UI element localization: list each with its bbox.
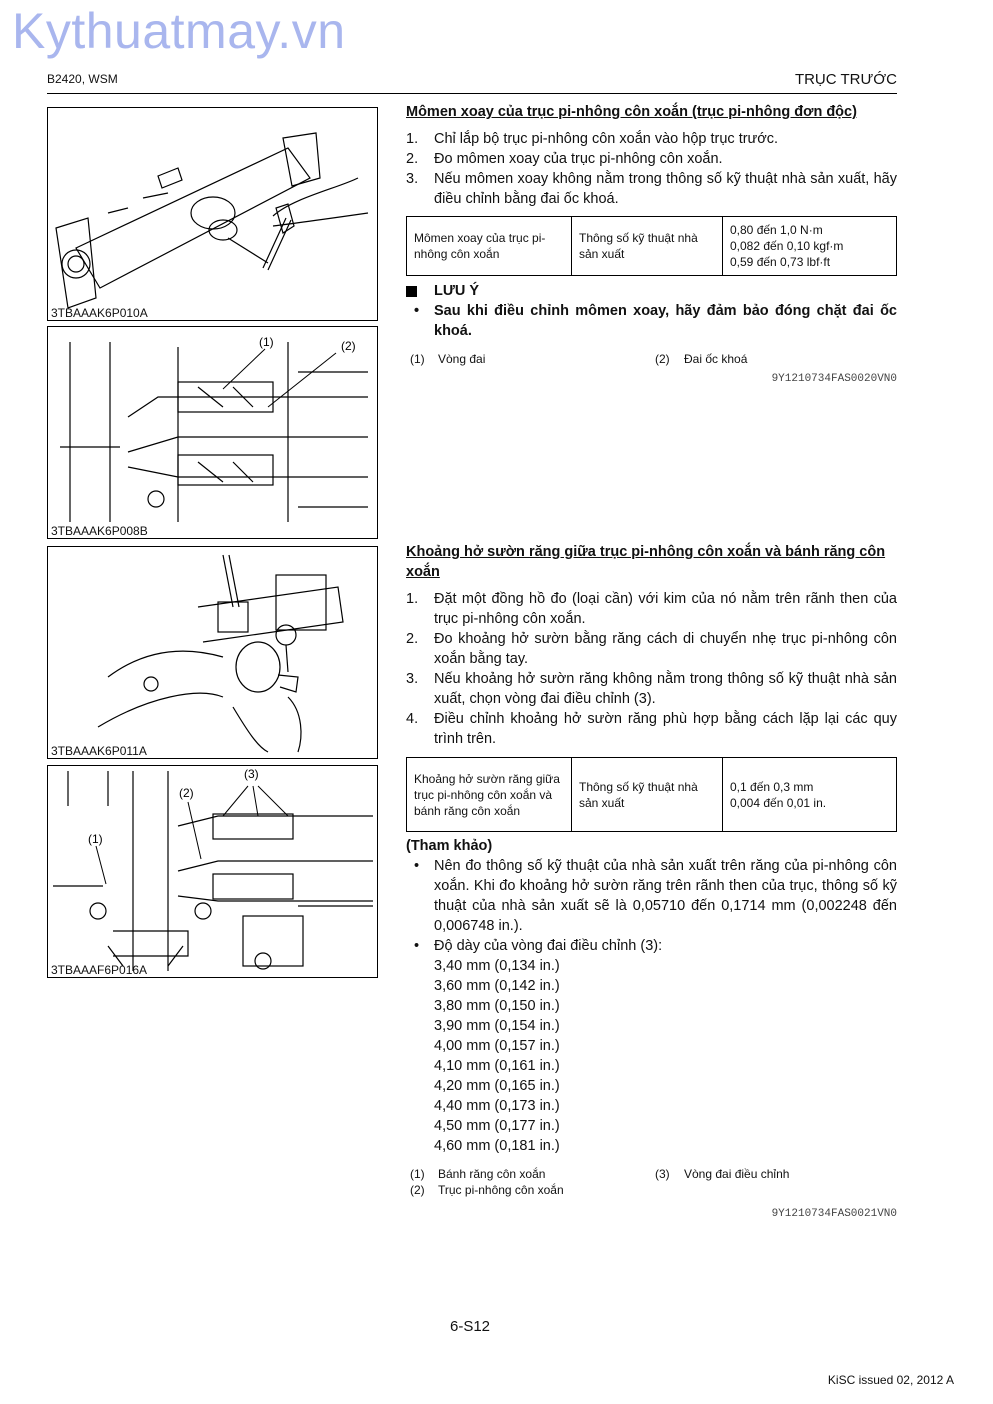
spec-table [406,216,897,276]
document-code: 9Y1210734FAS0021VN0 [771,1208,897,1220]
watermark: Kythuatmay.vn [12,3,346,59]
figure-dial-gauge [47,546,378,759]
figure-backlash-section [47,765,378,978]
thickness-item: 4,10 mm (0,161 in.) [434,1058,560,1074]
figure-4-label-3: (3) [244,767,259,781]
header-rule [47,93,897,94]
reference-bullet: • Độ dày của vòng đai điều chỉnh (3): [414,938,663,954]
reference-heading: (Tham khảo) [406,838,493,854]
thickness-item: 3,80 mm (0,150 in.) [434,998,560,1014]
thickness-item: 4,40 mm (0,173 in.) [434,1098,560,1114]
legend: (1) Bánh răng côn xoắn (2) Trục pi-nhông côn xoắn (3) Vòng đai điều chỉnh [410,1167,790,1197]
spec-type: Thông số kỹ thuật nhà sản xuất [572,758,723,832]
section-turning-torque [406,102,897,389]
figure-3-drawing [48,547,377,758]
note-heading: LƯU Ý [406,281,897,301]
step-item: 4. Điều chỉnh khoảng hở sườn răng phù hợp bằng cách lặp lại các quy trình trên. [406,711,897,747]
figure-pinion-assembly [47,326,378,539]
spec-item: Mômen xoay của trục pi-nhông côn xoắn [407,217,572,276]
spec-type: Thông số kỹ thuật nhà sản xuất [572,217,723,276]
header-section-title: TRỤC TRƯỚC [794,71,897,88]
section-backlash [406,542,897,1224]
figure-caption: 3TBAAAK6P011A [51,744,147,758]
step-item: 2. Đo khoảng hở sườn bằng răng cách di chuyển nhẹ trục pi-nhông côn xoắn bằng tay. [406,631,897,667]
thickness-item: 3,90 mm (0,154 in.) [434,1018,560,1034]
spec-table [406,757,897,832]
step-list [406,589,897,749]
step-item: 3. Nếu mômen xoay không nằm trong thông số kỹ thuật nhà sản xuất, hãy điều chỉnh bằng đai ốc khoá. [406,171,897,207]
legend: (1) Vòng đai (2) Đai ốc khoá [410,352,748,366]
step-list [406,129,897,209]
step-item: 1. Chỉ lắp bộ trục pi-nhông côn xoắn vào hộp trục trước. [406,131,779,147]
figure-1-drawing [48,108,377,320]
spec-values: 0,80 đến 1,0 N·m 0,082 đến 0,10 kgf·m 0,59 đến 0,73 lbf·ft [723,217,897,276]
figure-2-drawing [48,327,377,538]
figure-4-label-2: (2) [179,786,194,800]
section-title: Khoảng hở sườn răng giữa trục pi-nhông côn xoắn và bánh răng côn xoắn [406,544,886,580]
figure-caption: 3TBAAAK6P008B [51,524,148,538]
step-item: 2. Đo mômen xoay của trục pi-nhông côn xoắn. [406,151,723,167]
step-item: 1. Đặt một đồng hồ đo (loại cần) với kim của nó nằm trên rãnh then của trục pi-nhông côn xoắn. [406,591,897,627]
thickness-list [406,956,897,1156]
thickness-item: 3,40 mm (0,134 in.) [434,958,560,974]
figure-2-label-1: (1) [259,335,274,349]
section-title: Mômen xoay của trục pi-nhông côn xoắn (trục pi-nhông đơn độc) [406,104,857,120]
reference-bullet: • Nên đo thông số kỹ thuật của nhà sản xuất trên răng của pi-nhông côn xoắn. Khi đo khoảng hở sườn răng trên rãnh then của trục, thông số kỹ thuật của nhà sản xuất sẽ là 0,05710 đến 0,1714 mm (0,002248 đến 0,006748 in.). [414,858,897,934]
thickness-item: 4,20 mm (0,165 in.) [434,1078,560,1094]
spec-values: 0,1 đến 0,3 mm 0,004 đến 0,01 in. [723,758,897,832]
thickness-item: 4,60 mm (0,181 in.) [434,1138,560,1154]
figure-torque-measurement [47,107,378,321]
issue-info: KiSC issued 02, 2012 A [827,1373,954,1387]
header-model: B2420, WSM [47,72,118,86]
figure-caption: 3TBAAAF6P016A [51,963,148,977]
note-bullet: • Sau khi điều chỉnh mômen xoay, hãy đảm bảo đóng chặt đai ốc khoá. [414,303,897,339]
step-item: 3. Nếu khoảng hở sườn răng không nằm trong thông số kỹ thuật nhà sản xuất, chọn vòng đai điều chỉnh (3). [406,671,897,707]
page-number: 6-S12 [450,1318,491,1335]
spec-item: Khoảng hở sườn răng giữa trục pi-nhông côn xoắn và bánh răng côn xoắn [407,758,572,832]
thickness-item: 4,00 mm (0,157 in.) [434,1038,560,1054]
thickness-item: 4,50 mm (0,177 in.) [434,1118,560,1134]
thickness-item: 3,60 mm (0,142 in.) [434,978,560,994]
figure-2-label-2: (2) [341,339,356,353]
figure-4-label-1: (1) [88,832,103,846]
figure-caption: 3TBAAAK6P010A [51,306,148,320]
note-square-icon [406,286,417,297]
document-code: 9Y1210734FAS0020VN0 [771,373,897,385]
figure-4-drawing [48,766,377,977]
